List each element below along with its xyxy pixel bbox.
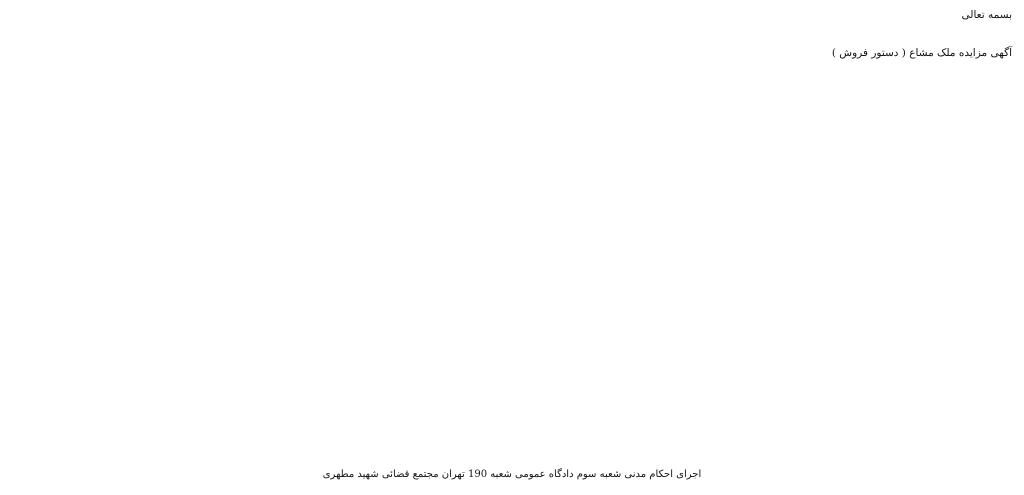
notice-title: آگهی مزایده ملک مشاع ( دستور فروش ) (831, 47, 1012, 59)
paragraph-gap (10, 80, 1014, 93)
signature-line: اجرای احکام مدنی شعبه سوم دادگاه عمومی شعبه 190 تهران مجتمع قضائی شهید مطهری (322, 469, 702, 480)
top-heading: بسمه تعالی (961, 9, 1012, 21)
